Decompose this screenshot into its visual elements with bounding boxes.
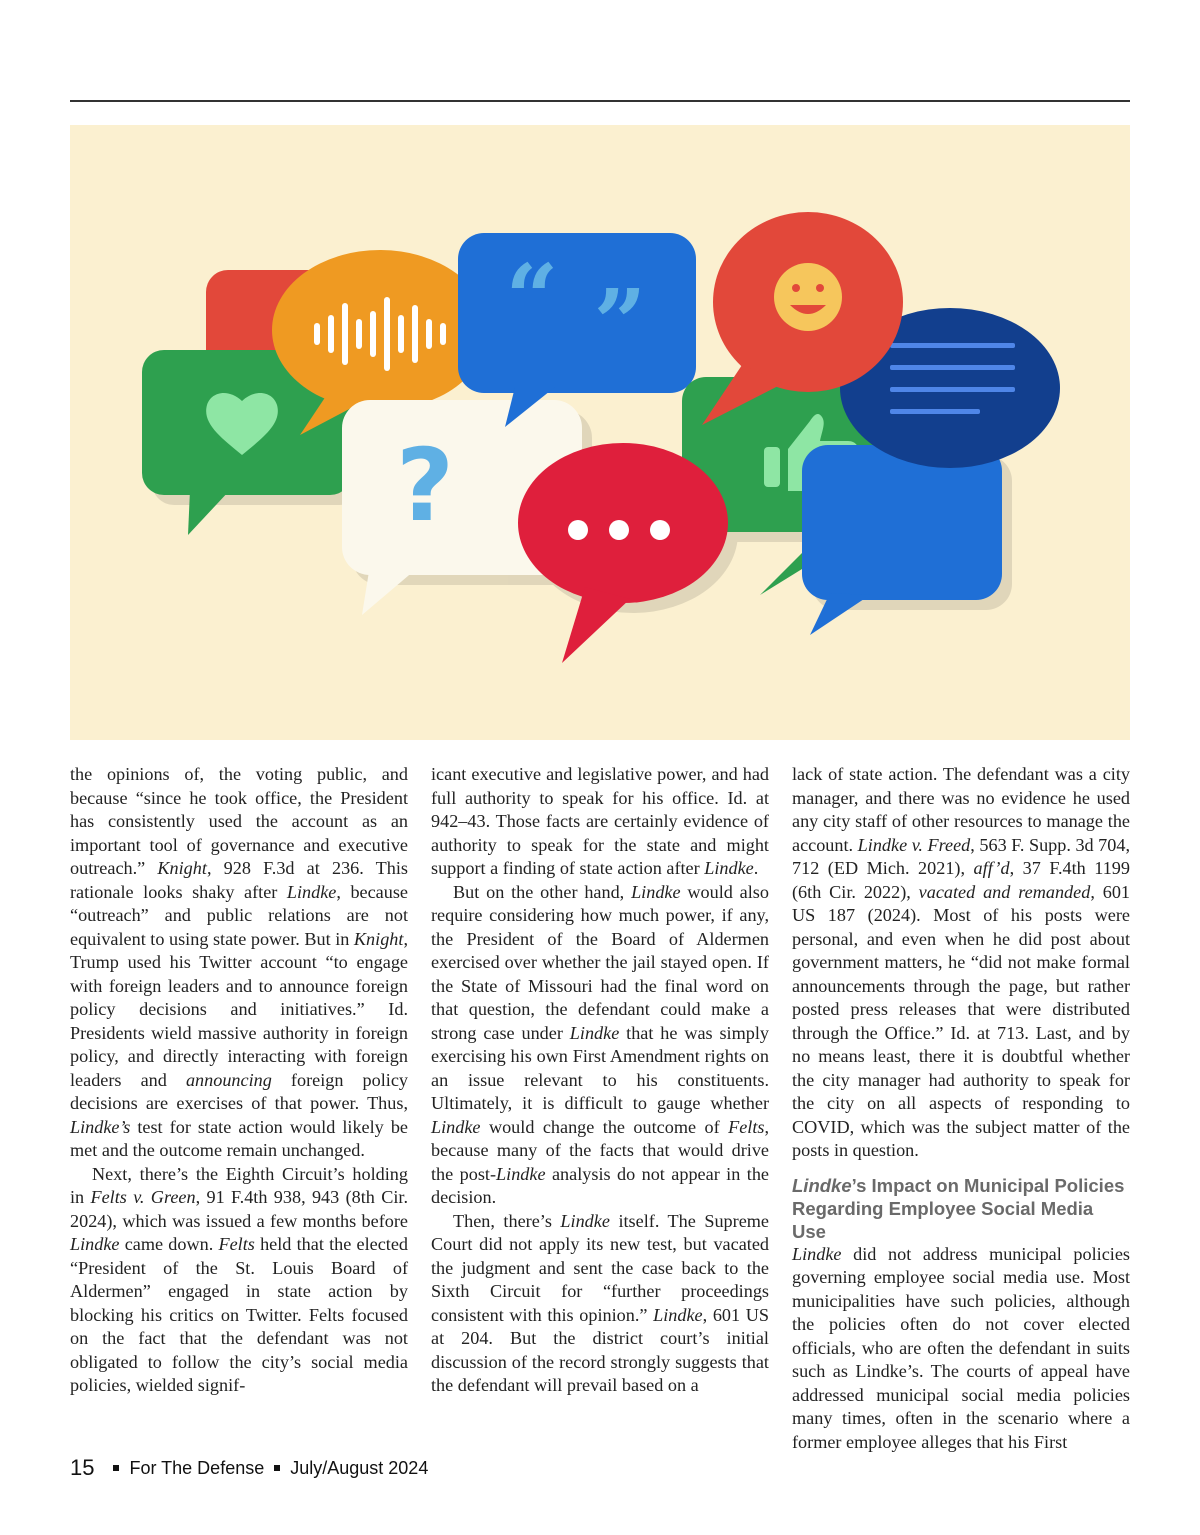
question-icon: ? [395, 427, 455, 544]
separator-square-icon [274, 1465, 280, 1471]
section-heading: Lindke’s Impact on Municipal Policies Regarding Employee Social Media Use [792, 1174, 1125, 1242]
paragraph: But on the other hand, Lindke would also require considering how much power, if any, the President of the Board of Aldermen exercised over whether the jail stayed open. If the State of Missouri had the final word on that question, the defendant could make a strong case under Lindke that he was simply exercising his own First Amendment rights on an issue relevant to his constituents. Ultimately, it is difficult to gauge whether Lindke would change the outcome of Felts, because many of the facts that would drive the post-Lindke analysis do not appear in the decision. [431, 881, 769, 1207]
article-column-3 [792, 763, 1130, 1454]
ellipsis-icon [568, 520, 670, 540]
paragraph: icant executive and legislative power, and had full authority to speak for his office. Id. at 942–43. Those facts are certainly evidence of authority to speak for the state and might support a finding of state action after Lindke. [431, 764, 769, 878]
separator-square-icon [113, 1465, 119, 1471]
issue-date: July/August 2024 [290, 1457, 429, 1478]
paragraph: lack of state action. The defendant was a city manager, and there was no evidence he used any city staff of other resources to manage the account. Lindke v. Freed, 563 F. Supp. 3d 704, 712 (ED Mich. 2021), aff’d, 37 F.4th 1199 (6th Cir. 2022), vacated and remanded, 601 US 187 (2024). Most of his posts were personal, and even when he did post about government matters, he “did not make formal announcements through the page, but rather posted press releases that were distributed through the Office.” Id. at 713. Last, and by no means least, there it is doubtful whether the city manager had authority to speak for the city on all aspects of responding to COVID, which was the subject matter of the posts in question. [792, 764, 1131, 1160]
svg-text:”: ” [593, 269, 647, 377]
speech-bubbles-illustration [70, 125, 1130, 740]
crimson-ellipsis-bubble [518, 443, 728, 663]
page-footer [70, 1455, 428, 1481]
article-column-1 [70, 763, 408, 1398]
paragraph: the opinions of, the voting public, and because “since he took office, the President has consistently used the account as an important tool of governance and executive outreach.” Knight, 928 F.3d at 236. This rationale looks shaky after Lindke, because “outreach” and public relations are not equivalent to using state power. But in Knight, Trump used his Twitter account “to engage with foreign leaders and to announce foreign policy decisions and initiatives.” Id. Presidents wield massive authority in foreign policy, and directly interacting with foreign leaders and announcing foreign policy decisions are exercises of that power. Thus, Lindke’s test for state action would likely be met and the outcome remain unchanged. [70, 764, 409, 1160]
paragraph: Next, there’s the Eighth Circuit’s holding in Felts v. Green, 91 F.4th 938, 943 (8th Cir. 2024), which was issued a few months before Lindke came down. Felts held that the elected “President of the St. Louis Board of Aldermen” engaged in state action by blocking his critics on Twitter. Felts focused on the fact that the defendant was not obligated to follow the city’s social media policies, wielded signif- [70, 1163, 409, 1395]
paragraph: Lindke did not address municipal policies governing employee social media use. Most municipalities have such policies, although the policies often do not cover elected officials, who are often the defendant in suits such as Lindke’s. The courts of appeal have addressed municipal social media policies many times, often in the scenario where a former employee alleges that his First [792, 1243, 1130, 1452]
blue-quote-bubble [458, 233, 696, 427]
paragraph: Then, there’s Lindke itself. The Supreme Court did not apply its new test, but vacated the judgment and sent the case back to the Sixth Circuit for “further proceedings consistent with this opinion.” Lindke, 601 US at 204. But the district court’s initial discussion of the record strongly suggests that the defendant will prevail based on a [431, 1210, 769, 1395]
svg-text:“: “ [505, 244, 559, 352]
article-column-2 [431, 763, 769, 1398]
page-number: 15 [70, 1455, 95, 1480]
header-rule [70, 100, 1130, 102]
smiley-icon [774, 263, 842, 331]
publication-name: For The Defense [129, 1457, 265, 1478]
